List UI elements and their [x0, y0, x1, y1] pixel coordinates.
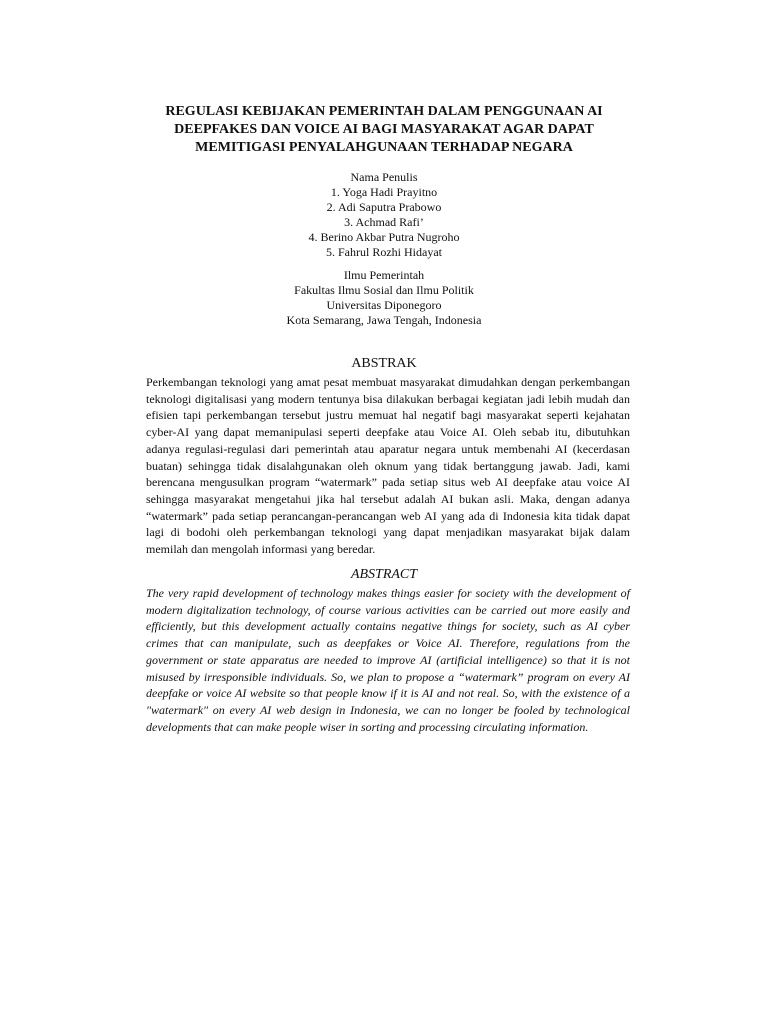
author-3: 3. Achmad Rafi’ [344, 215, 424, 229]
title-line-1: REGULASI KEBIJAKAN PEMERINTAH DALAM PENGGUNAAN AI [165, 104, 603, 119]
authors-label: Nama Penulis [350, 170, 418, 184]
abstrak-heading: ABSTRAK [351, 356, 417, 371]
abstract-heading: ABSTRACT [350, 567, 418, 582]
abstrak-body: Perkembangan teknologi yang amat pesat membuat masyarakat dimudahkan dengan perkembangan teknologi digitalisasi yang modern tentunya bisa dilakukan berbagai kegiatan jadi lebih mudah dan efisien tapi perkembangan tersebut justru memuat hal negatif bagi masyarakat seperti kejahatan cyber-AI yang dapat memanipulasi seperti deepfake atau Voice AI. Oleh sebab itu, dibutuhkan adanya regulasi-regulasi dari pemerintah atau aparatur negara untuk membenahi AI (kecerdasan buatan) sehingga tidak disalahgunakan oleh oknum yang tidak bertanggung jawab. Jadi, kami berencana mengusulkan program “watermark” pada setiap situs web AI deepfake atau voice AI sehingga masyarakat mengetahui jika hal tersebut adalah AI bukan asli. Maka, dengan adanya “watermark” pada setiap perancangan-perancangan web AI yang ada di Indonesia kita tidak dapat lagi di bodohi oleh perkembangan teknologi yang dapat menjadikan masyarakat bijak dalam memilah dan mengolah informasi yang beredar. [146, 375, 630, 557]
title-line-2: DEEPFAKES DAN VOICE AI BAGI MASYARAKAT AGAR DAPAT [174, 122, 594, 137]
paper-title [120, 103, 648, 157]
author-5: 5. Fahrul Rozhi Hidayat [326, 245, 442, 259]
affiliation-location: Kota Semarang, Jawa Tengah, Indonesia [286, 313, 482, 327]
affiliation-faculty: Fakultas Ilmu Sosial dan Ilmu Politik [294, 283, 474, 297]
abstract-body: The very rapid development of technology makes things easier for society with the development of modern digitalization technology, of course various activities can be carried out more easily and efficiently, but this development actually contains negative things for society, such as AI cyber crimes that can manipulate, such as deepfakes or Voice AI. Therefore, regulations from the government or state apparatus are needed to improve AI (artificial intelligence) so that it is not misused by irresponsible individuals. So, we plan to propose a “watermark” program on every AI deepfake or voice AI website so that people know if it is AI and not real. So, with the existence of a "watermark" on every AI web design in Indonesia, we can no longer be fooled by technological developments that can make people wiser in sorting and processing circulating information. [146, 586, 630, 734]
affiliation-department: Ilmu Pemerintah [343, 268, 425, 282]
author-4: 4. Berino Akbar Putra Nugroho [308, 230, 460, 244]
title-line-3: MEMITIGASI PENYALAHGUNAAN TERHADAP NEGARA [195, 140, 573, 155]
author-block [160, 170, 608, 260]
author-1: 1. Yoga Hadi Prayitno [330, 185, 438, 199]
author-2: 2. Adi Saputra Prabowo [326, 200, 442, 214]
affiliation-university: Universitas Diponegoro [326, 298, 442, 312]
affiliation-block [160, 268, 608, 328]
